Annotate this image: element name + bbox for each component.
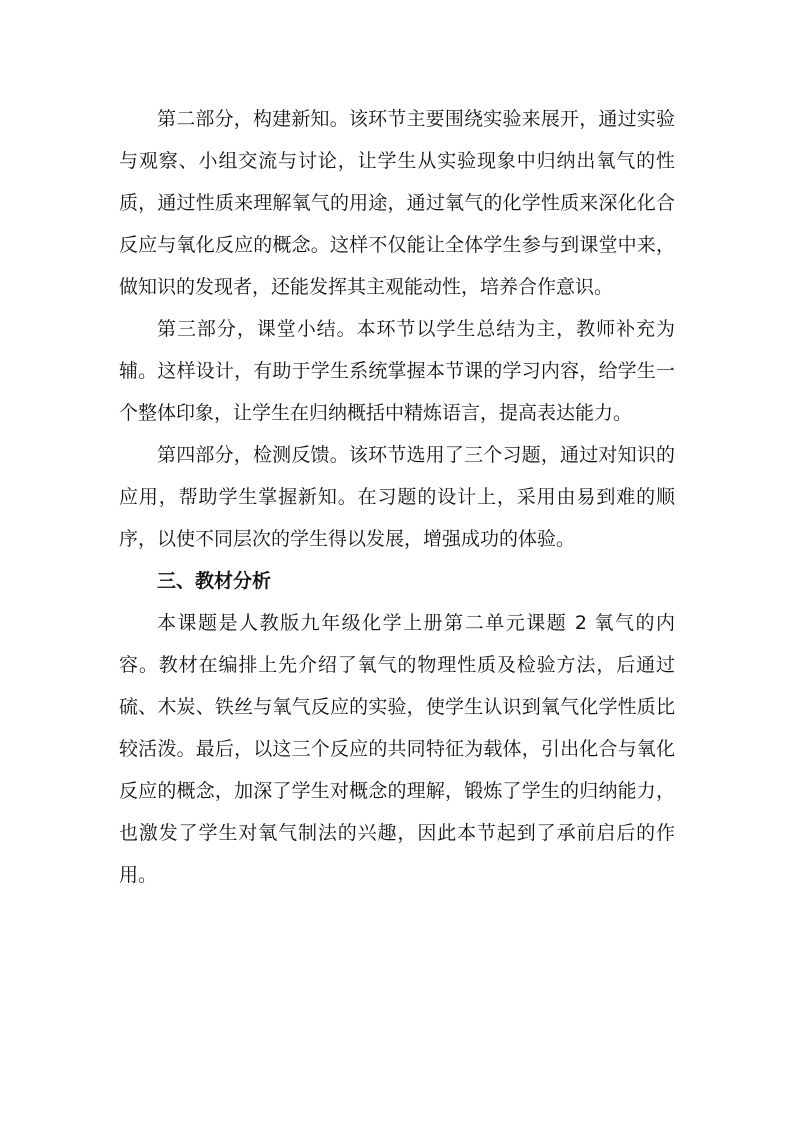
section-heading-textbook-analysis: 三、教材分析 (157, 570, 272, 592)
paragraph-construct-new-knowledge: 第二部分，构建新知。该环节主要围绕实验来展开，通过实验与观察、小组交流与讨论，让学生从实验现象中归纳出氧气的性质，通过性质来理解氧气的用途，通过氧气的化学性质来深化化合反应与氧化反应的概念。这样不仅能让全体学生参与到课堂中来，做知识的发现者，还能发挥其主观能动性，培养合作意识。 (119, 108, 675, 298)
document-body (119, 98, 675, 896)
paragraph-class-summary: 第三部分，课堂小结。本环节以学生总结为主，教师补充为辅。这样设计，有助于学生系统掌握本节课的学习内容，给学生一个整体印象，让学生在归纳概括中精炼语言，提高表达能力。 (119, 318, 675, 424)
paragraph-textbook-analysis: 本课题是人教版九年级化学上册第二单元课题 2 氧气的内容。教材在编排上先介绍了氧气的物理性质及检验方法，后通过硫、木炭、铁丝与氧气反应的实验，使学生认识到氧气化学性质比较活泼。最后，以这三个反应的共同特征为载体，引出化合与氧化反应的概念，加深了学生对概念的理解，锻炼了学生的归纳能力，也激发了学生对氧气制法的兴趣，因此本节起到了承前启后的作用。 (119, 612, 675, 886)
paragraph-feedback: 第四部分，检测反馈。该环节选用了三个习题，通过对知识的应用，帮助学生掌握新知。在习题的设计上，采用由易到难的顺序，以使不同层次的学生得以发展，增强成功的体验。 (119, 444, 675, 550)
